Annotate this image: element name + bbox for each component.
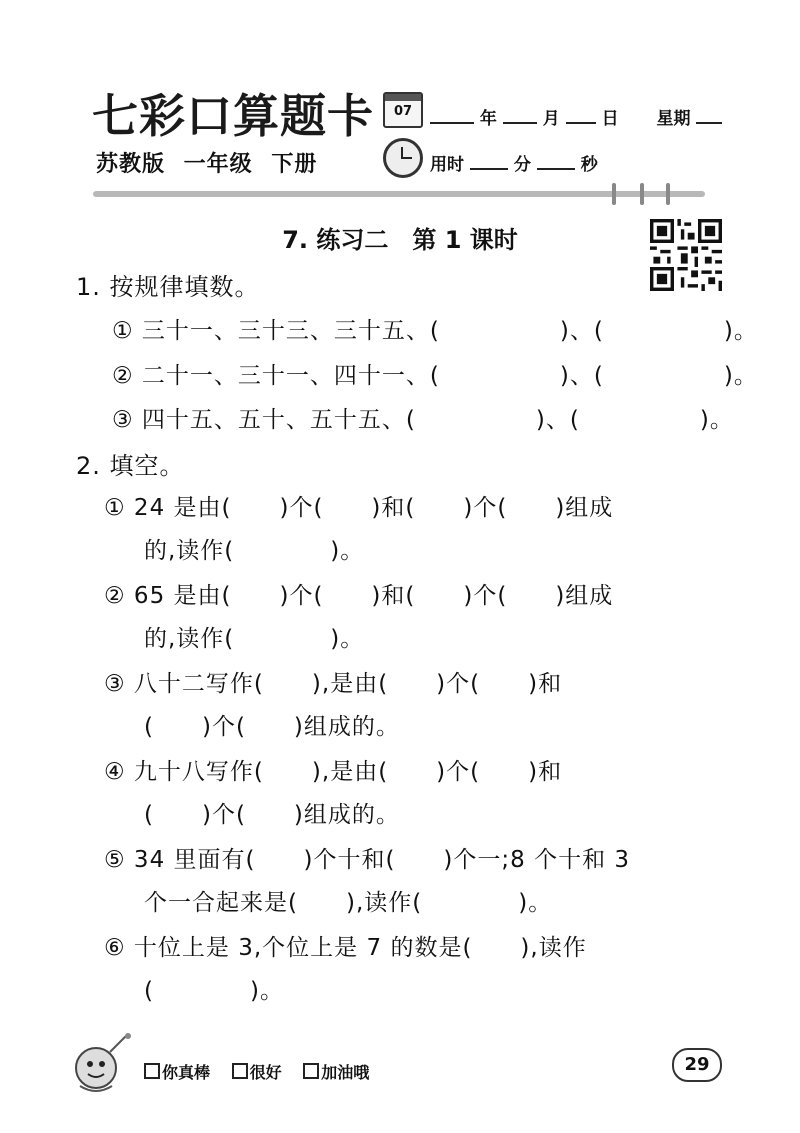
time-line [430, 150, 598, 175]
exercise-2-heading: 2. 填空。 [76, 452, 185, 480]
binding-ring [612, 183, 616, 205]
exercise-2-item: ② 65 是由( )个( )和( )个( )组成 [104, 583, 614, 609]
lesson-title: 7. 练习二 第 1 课时 [282, 226, 518, 254]
calendar-icon [383, 92, 423, 128]
rating-option[interactable]: 加油哦 [303, 1063, 369, 1082]
weekday-label: 星期 [656, 109, 691, 129]
day-label: 日 [601, 109, 619, 129]
checkbox-icon[interactable] [232, 1063, 248, 1079]
month-label: 月 [542, 109, 560, 129]
page-number: 29 [672, 1048, 722, 1082]
second-label: 秒 [580, 155, 598, 175]
edition-subtitle: 苏教版 一年级 下册 [96, 152, 318, 177]
exercise-2-item-cont: 的,读作( )。 [144, 538, 365, 564]
exercise-1-item: ③ 四十五、五十、五十五、( )、( )。 [112, 407, 734, 433]
exercise-2-item-cont: 个一合起来是( ),读作( )。 [144, 890, 553, 916]
exercise-2-item: ③ 八十二写作( ),是由( )个( )和 [104, 671, 563, 697]
rating-option[interactable]: 你真棒 [144, 1063, 210, 1082]
exercise-1-heading: 1. 按规律填数。 [76, 273, 260, 301]
exercise-2-item-cont: ( )个( )组成的。 [144, 802, 400, 828]
exercise-2-item: ⑤ 34 里面有( )个十和( )个一;8 个十和 3 [104, 847, 631, 873]
binding-ring [640, 183, 644, 205]
clock-icon [383, 138, 423, 178]
binding-ring [666, 183, 670, 205]
exercise-1-item: ② 二十一、三十一、四十一、( )、( )。 [112, 363, 758, 389]
checkbox-icon[interactable] [303, 1063, 319, 1079]
minute-label: 分 [513, 155, 531, 175]
checkbox-icon[interactable] [144, 1063, 160, 1079]
exercise-2-item-cont: 的,读作( )。 [144, 626, 365, 652]
date-line [430, 104, 722, 129]
exercise-2-item: ⑥ 十位上是 3,个位上是 7 的数是( ),读作 [104, 935, 587, 961]
exercise-2-item-cont: ( )。 [144, 978, 284, 1004]
exercise-2-item: ④ 九十八写作( ),是由( )个( )和 [104, 759, 563, 785]
brand-title: 七彩口算题卡 [92, 89, 374, 143]
time-used-label: 用时 [430, 155, 464, 175]
year-label: 年 [479, 109, 497, 129]
qr-code [650, 216, 722, 294]
mascot-illustration [66, 1030, 136, 1100]
self-rating [144, 1060, 385, 1083]
calendar-day: 07 [393, 104, 413, 119]
exercise-2-item-cont: ( )个( )组成的。 [144, 714, 400, 740]
rating-option[interactable]: 很好 [232, 1063, 282, 1082]
exercise-2-item: ① 24 是由( )个( )和( )个( )组成 [104, 495, 614, 521]
exercise-1-item: ① 三十一、三十三、三十五、( )、( )。 [112, 318, 758, 344]
